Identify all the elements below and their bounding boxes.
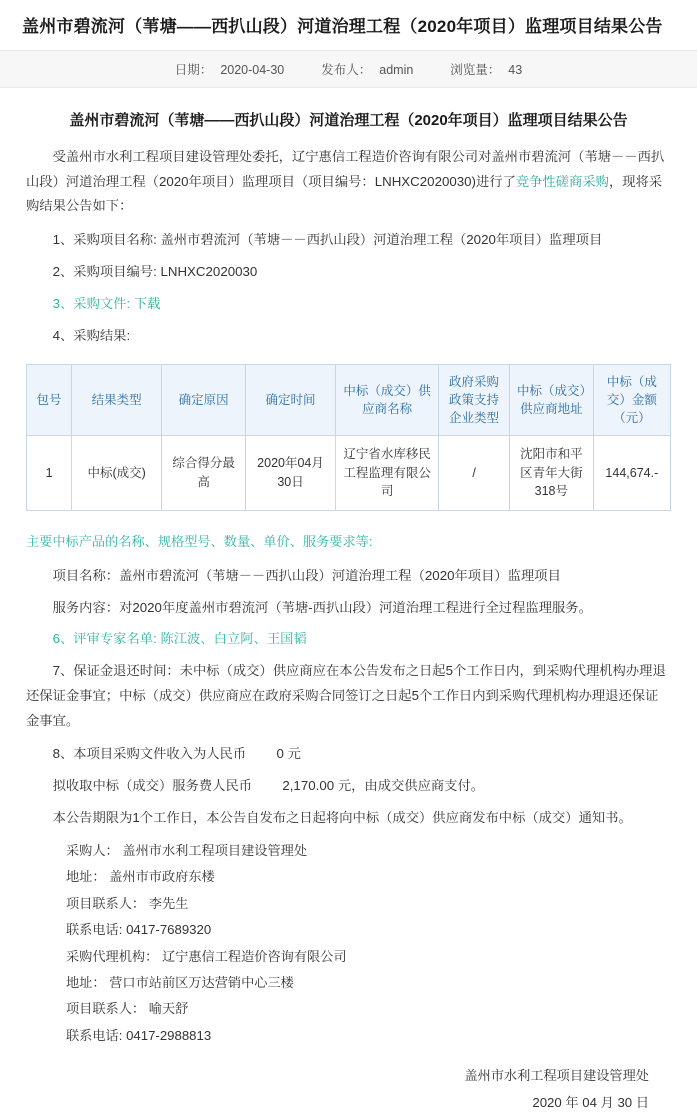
- publisher-value: admin: [379, 63, 414, 78]
- table-header-row: [27, 364, 671, 435]
- agent-address-label: 地址：: [66, 974, 106, 990]
- cell-time: 2020年04月30日: [245, 435, 335, 510]
- item-fees-unit: 元: [287, 746, 301, 762]
- procurement-method-link[interactable]: 竞争性磋商采购: [515, 173, 609, 189]
- intro-text-1: 受盖州市水利工程项目建设管理处委托，辽宁惠信工程造价咨询有限公司对盖州市碧流河（苇塘－－西扒山段）河道治理工程（2020年项目）监理项目（项目编号：LNHXC2020030)进行了: [26, 149, 665, 189]
- item-service-fee-prefix: 拟收取中标（成交）服务费人民币: [52, 778, 253, 794]
- cell-policy-type: /: [439, 435, 510, 510]
- buyer-line: [66, 838, 671, 864]
- products-heading: 主要中标产品的名称、规格型号、数量、单价、服务要求等:: [26, 534, 373, 550]
- buyer-contact-label: 项目联系人：: [66, 895, 146, 911]
- item-announcement-period: 本公告期限为1个工作日，本公告自发布之日起将向中标（成交）供应商发布中标（成交）通知书。: [52, 810, 632, 826]
- page-title-bar: [0, 0, 697, 50]
- cell-result-type: 中标(成交): [72, 435, 162, 510]
- buyer-tel-line: [66, 917, 671, 943]
- page-title: 盖州市碧流河（苇塘——西扒山段）河道治理工程（2020年项目）监理项目结果公告: [22, 17, 663, 36]
- item-project-name: 1、采购项目名称: 盖州市碧流河（苇塘－－西扒山段）河道治理工程（2020年项目）监理项目: [52, 231, 603, 247]
- buyer-contact-line: [66, 891, 671, 917]
- item-experts: 6、评审专家名单: 陈江波、白立阿、王国韬: [52, 631, 307, 647]
- item-service-fee: [26, 774, 671, 798]
- date-value: 2020-04-30: [220, 63, 285, 78]
- buyer-value: 盖州市水利工程项目建设管理处: [122, 842, 308, 858]
- publisher-label: 发布人：: [321, 63, 372, 78]
- col-reason: 确定原因: [162, 364, 246, 435]
- col-time: 确定时间: [245, 364, 335, 435]
- signature-day: 30: [617, 1094, 633, 1110]
- col-bag-no: 包号: [27, 364, 72, 435]
- buyer-contact-value: 李先生: [148, 895, 189, 911]
- contact-block: [26, 838, 671, 1049]
- download-link[interactable]: 下载: [133, 295, 161, 311]
- product-service-content: 服务内容：对2020年度盖州市碧流河（苇塘-西扒山段）河道治理工程进行全过程监理服务。: [52, 599, 592, 615]
- signature-month: 04: [582, 1094, 597, 1110]
- agent-tel-line: [66, 1023, 671, 1049]
- agent-address-value: 营口市站前区万达营销中心三楼: [109, 974, 294, 990]
- signature-date: [26, 1090, 649, 1116]
- agent-label: 采购代理机构：: [66, 948, 159, 964]
- item-documents-label: 3、采购文件:: [52, 295, 131, 311]
- views-label: 浏览量：: [450, 63, 501, 78]
- item-service-fee-amount: 2,170.00: [282, 778, 335, 794]
- buyer-address-value: 盖州市市政府东楼: [109, 869, 215, 885]
- agent-contact-label: 项目联系人：: [66, 1001, 146, 1017]
- intro-paragraph: [26, 145, 671, 219]
- agent-line: [66, 944, 671, 970]
- item-fees-prefix: 8、本项目采购文件收入为人民币: [52, 746, 247, 762]
- signature-org: 盖州市水利工程项目建设管理处: [464, 1068, 649, 1084]
- result-table: [26, 364, 671, 512]
- meta-bar: [0, 50, 697, 88]
- cell-supplier: 辽宁省水库移民工程监理有限公司: [336, 435, 439, 510]
- cell-address: 沈阳市和平区青年大街318号: [509, 435, 593, 510]
- agent-tel-value: 0417-2988813: [126, 1027, 212, 1043]
- buyer-address-line: [66, 864, 671, 890]
- views-value: 43: [508, 63, 523, 78]
- col-amount: 中标（成交）金额（元）: [593, 364, 670, 435]
- signature-year-unit: 年: [565, 1094, 579, 1110]
- col-result-type: 结果类型: [72, 364, 162, 435]
- signature-year: 2020: [532, 1094, 562, 1110]
- item-documents: [26, 292, 671, 316]
- cell-amount: 144,674.-: [593, 435, 670, 510]
- cell-bag-no: 1: [27, 435, 72, 510]
- col-policy-type: 政府采购政策支持企业类型: [439, 364, 510, 435]
- agent-contact-value: 喻天舒: [148, 1001, 189, 1017]
- signature-day-unit: 日: [635, 1094, 649, 1110]
- buyer-label: 采购人：: [66, 842, 119, 858]
- product-project-name: 项目名称：盖州市碧流河（苇塘－－西扒山段）河道治理工程（2020年项目）监理项目: [52, 567, 561, 583]
- agent-address-line: [66, 970, 671, 996]
- col-supplier: 中标（成交）供应商名称: [336, 364, 439, 435]
- intro-text-2: ，现将采购结果公告如下：: [26, 173, 663, 214]
- buyer-tel-label: 联系电话:: [66, 922, 123, 938]
- document-body: [0, 88, 697, 1116]
- item-deposit-refund: 7、保证金退还时间：未中标（成交）供应商应在本公告发布之日起5个工作日内，到采购代理机构办理退还保证金事宜；中标（成交）供应商应在政府采购合同签订之日起5个工作日内到采购代理机构办理退还保证金事宜。: [26, 663, 666, 728]
- buyer-tel-value: 0417-7689320: [126, 922, 212, 938]
- item-fees: [26, 742, 671, 766]
- signature-month-unit: 月: [600, 1094, 614, 1110]
- item-project-code: 2、采购项目编号: LNHXC2020030: [52, 263, 258, 279]
- result-table-wrapper: [26, 356, 671, 516]
- agent-contact-line: [66, 996, 671, 1022]
- buyer-address-label: 地址：: [66, 869, 106, 885]
- item-fees-amount: 0: [276, 746, 284, 762]
- item-result-label: 4、采购结果:: [52, 327, 131, 343]
- date-label: 日期：: [174, 63, 213, 78]
- agent-tel-label: 联系电话:: [66, 1027, 123, 1043]
- agent-value: 辽宁惠信工程造价咨询有限公司: [161, 948, 347, 964]
- item-service-fee-suffix: 元，由成交供应商支付。: [337, 778, 485, 794]
- document-title: 盖州市碧流河（苇塘——西扒山段）河道治理工程（2020年项目）监理项目结果公告: [69, 112, 628, 130]
- col-address: 中标（成交）供应商地址: [509, 364, 593, 435]
- signature-block: [26, 1063, 671, 1116]
- cell-reason: 综合得分最高: [162, 435, 246, 510]
- table-row: [27, 435, 671, 510]
